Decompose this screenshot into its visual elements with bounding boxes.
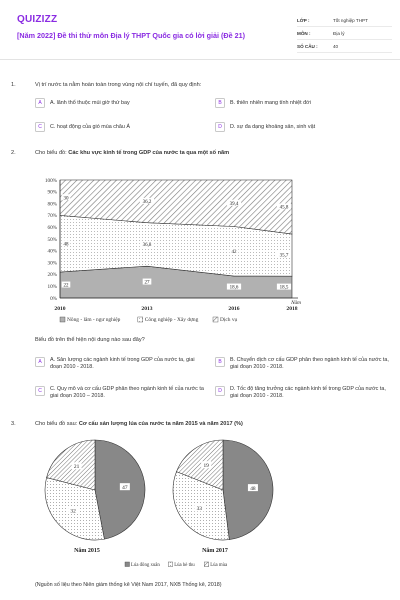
legend-swatch (60, 317, 65, 322)
y-tick-label: 90% (47, 189, 57, 196)
x-tick-label: 2013 (141, 306, 153, 312)
y-tick-label: 0% (50, 295, 57, 302)
legend-label: Dịch vụ (220, 317, 238, 323)
answer-option-b[interactable] (215, 98, 390, 108)
question-prompt: Biểu đồ trên thể hiện nội dung nào sau đây? (35, 337, 145, 343)
option-text: B. Chuyển dịch cơ cấu GDP phân theo ngành kinh tế của nước ta, giai đoạn 2010 - 2018. (230, 357, 389, 370)
legend-label: Lúa đông xuân (131, 563, 160, 568)
quizizz-logo: QUIZIZZ (17, 14, 58, 25)
meta-value: Tốt nghiệp THPT (333, 17, 368, 23)
meta-key: LỚP : (297, 17, 310, 23)
data-label: 35,7 (279, 253, 289, 259)
y-tick-label: 50% (47, 236, 57, 243)
y-tick-label: 10% (47, 284, 57, 290)
data-label: 42 (231, 249, 237, 255)
meta-row-subject (297, 27, 392, 40)
question-chart-title: Cơ cấu sản lượng lúa của nước ta năm 2015 và năm 2017 (%) (78, 421, 243, 427)
option-text: D. Tốc độ tăng trưởng các ngành kinh tế trong GDP của nước ta, giai đoạn 2010 - 2018. (230, 386, 386, 399)
x-tick-label: 2010 (54, 306, 66, 312)
option-letter: B (215, 357, 225, 367)
y-tick-label: 60% (47, 225, 57, 231)
option-letter: D (215, 386, 225, 396)
question-chart-title: Các khu vực kinh tế trong GDP của nước ta qua một số năm (68, 150, 230, 156)
question-prefix: Cho biểu đồ sau: (35, 421, 79, 427)
data-label: 18,6 (229, 285, 239, 291)
question-text: Vị trí nước ta nằm hoàn toàn trong vùng nội chí tuyến, đã quy định: (35, 82, 202, 88)
meta-value: 40 (333, 43, 339, 49)
data-label: 27 (144, 280, 150, 286)
x-axis-label: Năm (291, 300, 301, 306)
area-chart (30, 170, 310, 335)
legend-swatch (213, 317, 218, 322)
answer-option-d[interactable] (215, 386, 390, 400)
pie-label: 47 (122, 484, 128, 491)
legend-label: Lúa mùa (210, 563, 228, 568)
option-letter: D (215, 122, 225, 132)
y-tick-label: 30% (47, 260, 57, 267)
source-note: (Nguồn số liệu theo Niên giám thống kê Việt Nam 2017, NXB Thống kê, 2018) (35, 582, 222, 588)
y-tick-label: 80% (47, 201, 57, 208)
legend-label: Lúa hè thu (174, 563, 195, 568)
pie-label: 21 (73, 464, 80, 471)
legend-label: Nông - lâm - ngư nghiệp (67, 317, 121, 323)
meta-key: MÔN : (297, 30, 311, 36)
legend-swatch (168, 562, 173, 567)
data-label: 48 (63, 242, 69, 248)
meta-row-class (297, 14, 392, 27)
option-text: A. Sản lượng các ngành kinh tế trong GDP của nước ta, giai đoạn 2010 - 2018. (50, 357, 195, 370)
meta-row-count (297, 40, 392, 53)
legend-swatch (204, 562, 209, 567)
pie-title: Năm 2015 (74, 548, 100, 554)
data-label: 36,2 (142, 199, 152, 205)
meta-box (297, 14, 392, 53)
option-text: D. sự đa dạng khoảng sản, sinh vật (230, 123, 316, 130)
y-tick-label: 70% (47, 213, 57, 220)
option-text: B. thiên nhiên mang tính nhiệt đới (230, 99, 311, 106)
y-tick-label: 40% (47, 248, 57, 255)
question-number: 3. (11, 421, 16, 427)
data-label: 39,4 (229, 201, 239, 207)
legend-swatch (138, 317, 143, 322)
page-header (0, 0, 400, 60)
legend-swatch (125, 562, 130, 567)
data-label: 45,8 (279, 205, 289, 211)
question-text (35, 421, 243, 427)
data-label: 36,8 (142, 243, 152, 249)
pie-label: 48 (250, 485, 256, 492)
pie-charts (25, 435, 285, 577)
pie-label: 19 (203, 462, 209, 469)
answer-option-d[interactable] (215, 122, 390, 132)
question-prefix: Cho biểu đồ: (35, 150, 69, 156)
pie-label: 33 (196, 506, 202, 513)
answer-option-c[interactable] (35, 122, 205, 132)
option-letter: C (35, 122, 45, 132)
question-number: 1. (11, 82, 16, 88)
answer-option-a[interactable] (35, 357, 207, 371)
option-text: A. lãnh thổ thuộc múi giờ thứ bay (50, 99, 130, 106)
option-letter: C (35, 386, 45, 396)
y-tick-label: 100% (44, 177, 57, 184)
data-label: 22 (63, 283, 69, 289)
data-label: 30 (63, 196, 69, 202)
legend-label: Công nghiệp - Xây dựng (144, 317, 199, 323)
question-text (35, 150, 229, 156)
y-tick-label: 20% (47, 272, 57, 279)
question-number: 2. (11, 150, 16, 156)
x-tick-label: 2016 (228, 306, 240, 312)
answer-option-b[interactable] (215, 357, 390, 371)
option-text: C. hoạt động của gió mùa châu Á (50, 123, 131, 130)
meta-value: Địa lý (333, 30, 345, 36)
option-letter: A (35, 98, 45, 108)
option-letter: A (35, 357, 45, 367)
meta-key: SỐ CÂU : (297, 43, 318, 49)
pie-label: 32 (70, 508, 76, 515)
answer-option-c[interactable] (35, 386, 207, 400)
pie-title: Năm 2017 (202, 548, 228, 554)
option-text: C. Quy mô và cơ cấu GDP phân theo ngành kinh tế của nước ta giai đoạn 2010 – 2018. (50, 386, 204, 399)
data-label: 18,5 (279, 285, 289, 291)
answer-option-a[interactable] (35, 98, 205, 108)
document-title: [Năm 2022] Đề thi thử môn Địa lý THPT Quốc gia có lời giải (Đề 21) (17, 31, 245, 40)
x-tick-label: 2018 (286, 306, 298, 312)
option-letter: B (215, 98, 225, 108)
